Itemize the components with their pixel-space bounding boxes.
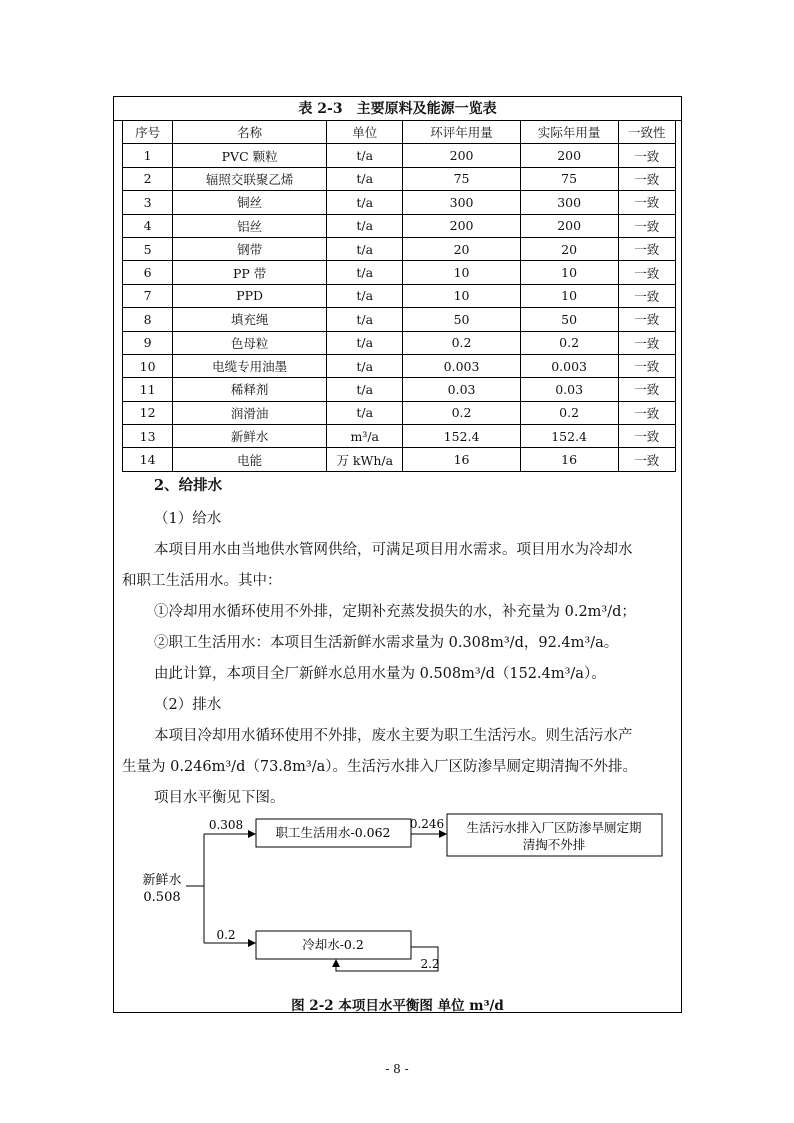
section-heading: 2、给排水 [154,477,223,494]
cell-consistency: 一致 [618,214,675,237]
staff-water-label: 职工生活用水-0.062 [275,825,391,840]
cell-consistency: 一致 [618,378,675,401]
cell-unit: t/a [327,261,403,284]
cell-unit: t/a [327,284,403,307]
cell-unit: t/a [327,144,403,167]
col-header-unit: 单位 [327,121,403,144]
cell-name: 电缆专用油墨 [173,354,327,377]
cell-name: 铝丝 [173,214,327,237]
cell-eia-amount: 0.2 [403,331,520,354]
cell-name: 电能 [173,448,327,471]
supply-item-cooling: ①冷却用水循环使用不外排，定期补充蒸发损失的水，补充量为 0.2m³/d； [154,604,636,620]
table-title: 表 2-3 主要原料及能源一览表 [114,97,681,121]
col-header-consistency: 一致性 [618,121,675,144]
cell-consistency: 一致 [618,331,675,354]
cell-unit: t/a [327,354,403,377]
cell-unit: t/a [327,191,403,214]
drain-heading: （2）排水 [154,697,222,713]
cell-index: 14 [123,448,173,471]
balance-intro: 项目水平衡见下图。 [154,790,285,806]
flow-label-sewage: 0.246 [409,817,445,831]
cell-index: 5 [123,237,173,260]
cell-actual-amount: 10 [520,284,618,307]
col-header-actual-amount: 实际年用量 [520,121,618,144]
cell-actual-amount: 0.003 [520,354,618,377]
page-number: - 8 - [385,1062,409,1076]
cell-index: 1 [123,144,173,167]
flow-label-cooling: 0.2 [216,928,236,942]
cell-consistency: 一致 [618,284,675,307]
cell-eia-amount: 300 [403,191,520,214]
cell-actual-amount: 20 [520,237,618,260]
cell-name: PVC 颗粒 [173,144,327,167]
cell-name: PPD [173,284,327,307]
cell-name: 新鲜水 [173,425,327,448]
cell-index: 8 [123,308,173,331]
supply-paragraph-line2: 和职工生活用水。其中： [122,573,282,589]
cell-index: 11 [123,378,173,401]
cell-eia-amount: 200 [403,144,520,167]
cell-index: 2 [123,167,173,190]
cell-eia-amount: 75 [403,167,520,190]
cell-index: 3 [123,191,173,214]
cell-actual-amount: 10 [520,261,618,284]
cell-index: 6 [123,261,173,284]
source-label: 新鲜水 [142,873,182,888]
cell-name: 辐照交联聚乙烯 [173,167,327,190]
cell-name: 钢带 [173,237,327,260]
water-balance-diagram [114,97,683,1014]
supply-item-staff: ②职工生活用水：本项目生活新鲜水需求量为 0.308m³/d，92.4m³/a。 [154,635,619,651]
cell-name: 色母粒 [173,331,327,354]
cell-unit: m³/a [327,425,403,448]
cell-consistency: 一致 [618,448,675,471]
cell-consistency: 一致 [618,191,675,214]
drain-paragraph-line2: 生量为 0.246m³/d（73.8m³/a）。生活污水排入厂区防渗旱厕定期清掏不外排。 [122,759,637,775]
cell-index: 10 [123,354,173,377]
cell-consistency: 一致 [618,261,675,284]
sewage-label-line2: 清掏不外排 [522,837,586,852]
sewage-label-line1: 生活污水排入厂区防渗旱厕定期 [466,820,642,835]
col-header-eia-amount: 环评年用量 [403,121,520,144]
cell-actual-amount: 75 [520,167,618,190]
supply-paragraph-line1: 本项目用水由当地供水管网供给，可满足项目用水需求。项目用水为冷却水 [154,542,633,558]
cell-consistency: 一致 [618,144,675,167]
cell-actual-amount: 200 [520,144,618,167]
cell-unit: t/a [327,331,403,354]
cell-actual-amount: 300 [520,191,618,214]
cell-name: 填充绳 [173,308,327,331]
cell-eia-amount: 200 [403,214,520,237]
cell-name: PP 带 [173,261,327,284]
cell-index: 4 [123,214,173,237]
flow-label-staff: 0.308 [208,818,244,832]
source-value: 0.508 [143,890,181,905]
cell-consistency: 一致 [618,354,675,377]
cell-actual-amount: 200 [520,214,618,237]
drain-paragraph-line1: 本项目冷却用水循环使用不外排，废水主要为职工生活污水。则生活污水产 [154,728,633,744]
cell-unit: t/a [327,237,403,260]
cell-actual-amount: 16 [520,448,618,471]
cell-eia-amount: 0.2 [403,401,520,424]
cell-actual-amount: 0.2 [520,401,618,424]
supply-total: 由此计算，本项目全厂新鲜水总用水量为 0.508m³/d（152.4m³/a）。 [154,666,606,682]
cell-consistency: 一致 [618,237,675,260]
cell-index: 12 [123,401,173,424]
supply-heading: （1）给水 [154,511,222,527]
cell-name: 润滑油 [173,401,327,424]
cell-unit: t/a [327,167,403,190]
cell-consistency: 一致 [618,308,675,331]
cell-index: 13 [123,425,173,448]
col-header-index: 序号 [123,121,173,144]
cell-eia-amount: 0.03 [403,378,520,401]
recycle-value: 2.2 [420,957,440,971]
cell-actual-amount: 50 [520,308,618,331]
cell-unit: 万 kWh/a [327,448,403,471]
col-header-name: 名称 [173,121,327,144]
cell-actual-amount: 0.03 [520,378,618,401]
figure-caption: 图 2-2 本项目水平衡图 单位 m³/d [291,998,504,1014]
cell-consistency: 一致 [618,401,675,424]
cell-name: 铜丝 [173,191,327,214]
cell-unit: t/a [327,378,403,401]
cell-eia-amount: 10 [403,284,520,307]
cell-consistency: 一致 [618,167,675,190]
cell-unit: t/a [327,401,403,424]
cell-unit: t/a [327,308,403,331]
cooling-water-label: 冷却水-0.2 [302,937,364,952]
page-frame [113,96,682,1013]
cell-eia-amount: 20 [403,237,520,260]
cell-name: 稀释剂 [173,378,327,401]
cell-consistency: 一致 [618,425,675,448]
cell-eia-amount: 16 [403,448,520,471]
cell-index: 7 [123,284,173,307]
cell-eia-amount: 0.003 [403,354,520,377]
cell-index: 9 [123,331,173,354]
cell-actual-amount: 0.2 [520,331,618,354]
cell-eia-amount: 10 [403,261,520,284]
cell-actual-amount: 152.4 [520,425,618,448]
cell-eia-amount: 152.4 [403,425,520,448]
cell-eia-amount: 50 [403,308,520,331]
cell-unit: t/a [327,214,403,237]
